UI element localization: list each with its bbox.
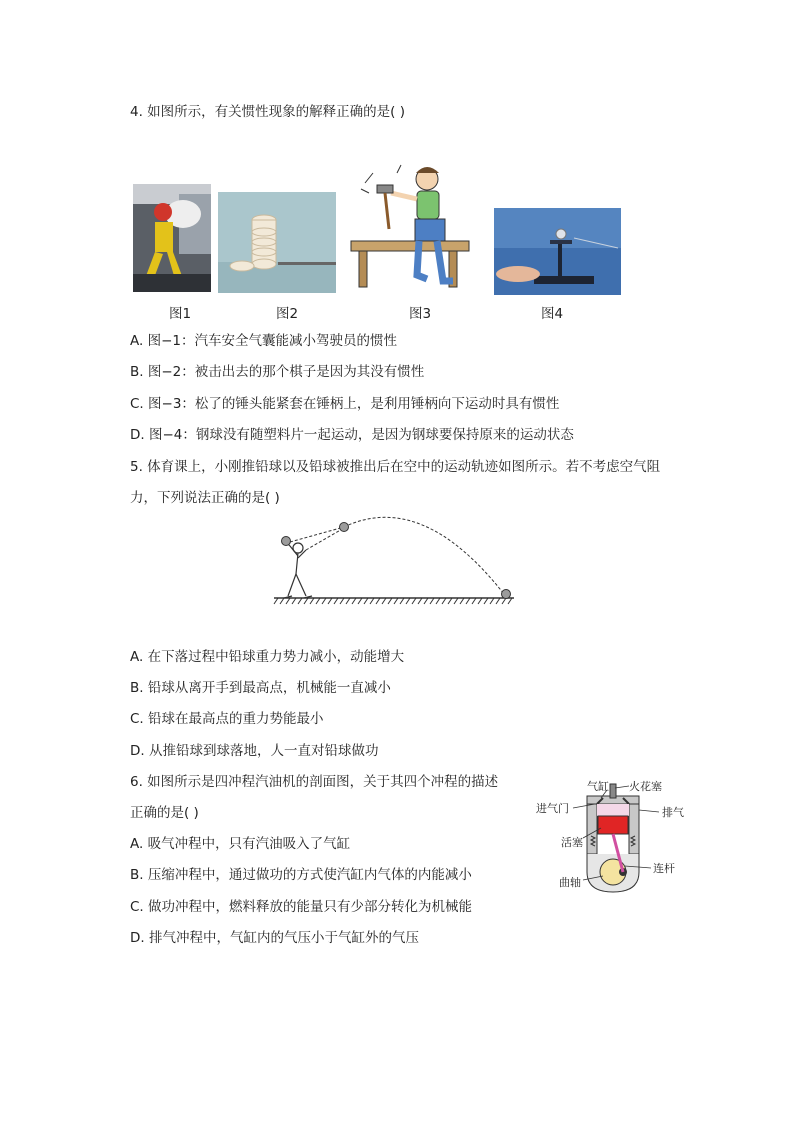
- q5-option-b: B. 铅球从离开手到最高点，机械能一直减小: [130, 680, 391, 696]
- label-piston: 活塞: [561, 836, 583, 849]
- label-exhaust: 排气: [662, 806, 684, 819]
- engine-cross-section-diagram: [535, 776, 695, 900]
- label-crankshaft: 曲轴: [559, 876, 581, 889]
- q6-stem-line-1: 6. 如图所示是四冲程汽油机的剖面图，关于其四个冲程的描述: [130, 774, 499, 790]
- figure-2-checkers-photo: [218, 192, 336, 293]
- q5-option-c: C. 铅球在最高点的重力势能最小: [130, 711, 324, 727]
- label-connecting-rod: 连杆: [653, 862, 675, 875]
- q6-option-d: D. 排气冲程中，气缸内的气压小于气缸外的气压: [130, 930, 419, 946]
- q6-option-b: B. 压缩冲程中，通过做功的方式使汽缸内气体的内能减小: [130, 867, 472, 883]
- figure-4-steel-ball-photo: [494, 208, 621, 295]
- q5-option-a: A. 在下落过程中铅球重力势力减小，动能增大: [130, 649, 405, 665]
- q4-stem: 4. 如图所示，有关惯性现象的解释正确的是( ): [130, 104, 405, 120]
- figure-3-hammer-drawing: [345, 163, 473, 293]
- label-cylinder: 气缸: [587, 780, 609, 793]
- q5-option-d: D. 从推铅球到球落地，人一直对铅球做功: [130, 743, 379, 759]
- figure-1-caption: 图1: [168, 306, 192, 322]
- label-spark-plug: 火花塞: [629, 780, 662, 793]
- q6-option-c: C. 做功冲程中，燃料释放的能量只有少部分转化为机械能: [130, 899, 473, 915]
- figure-3-caption: 图3: [408, 306, 432, 322]
- q4-option-c: C. 图−3：松了的锤头能紧套在锤柄上，是利用锤柄向下运动时具有惯性: [130, 396, 560, 412]
- shot-put-trajectory-figure: [272, 512, 517, 610]
- figure-2-caption: 图2: [275, 306, 299, 322]
- figure-1-airbag-photo: [133, 184, 211, 292]
- q4-option-a: A. 图−1：汽车安全气囊能减小驾驶员的惯性: [130, 333, 397, 349]
- q5-stem-line-1: 5. 体育课上，小刚推铅球以及铅球被推出后在空中的运动轨迹如图所示。若不考虑空气阻: [130, 459, 661, 475]
- q4-option-d: D. 图−4：钢球没有随塑料片一起运动，是因为钢球要保持原来的运动状态: [130, 427, 574, 443]
- q6-stem-line-2: 正确的是( ): [130, 805, 199, 821]
- q4-option-b: B. 图−2：被击出去的那个棋子是因为其没有惯性: [130, 364, 425, 380]
- label-intake-valve: 进气门: [536, 802, 569, 815]
- q6-option-a: A. 吸气冲程中，只有汽油吸入了气缸: [130, 836, 351, 852]
- figure-4-caption: 图4: [540, 306, 564, 322]
- q5-stem-line-2: 力，下列说法正确的是( ): [130, 490, 280, 506]
